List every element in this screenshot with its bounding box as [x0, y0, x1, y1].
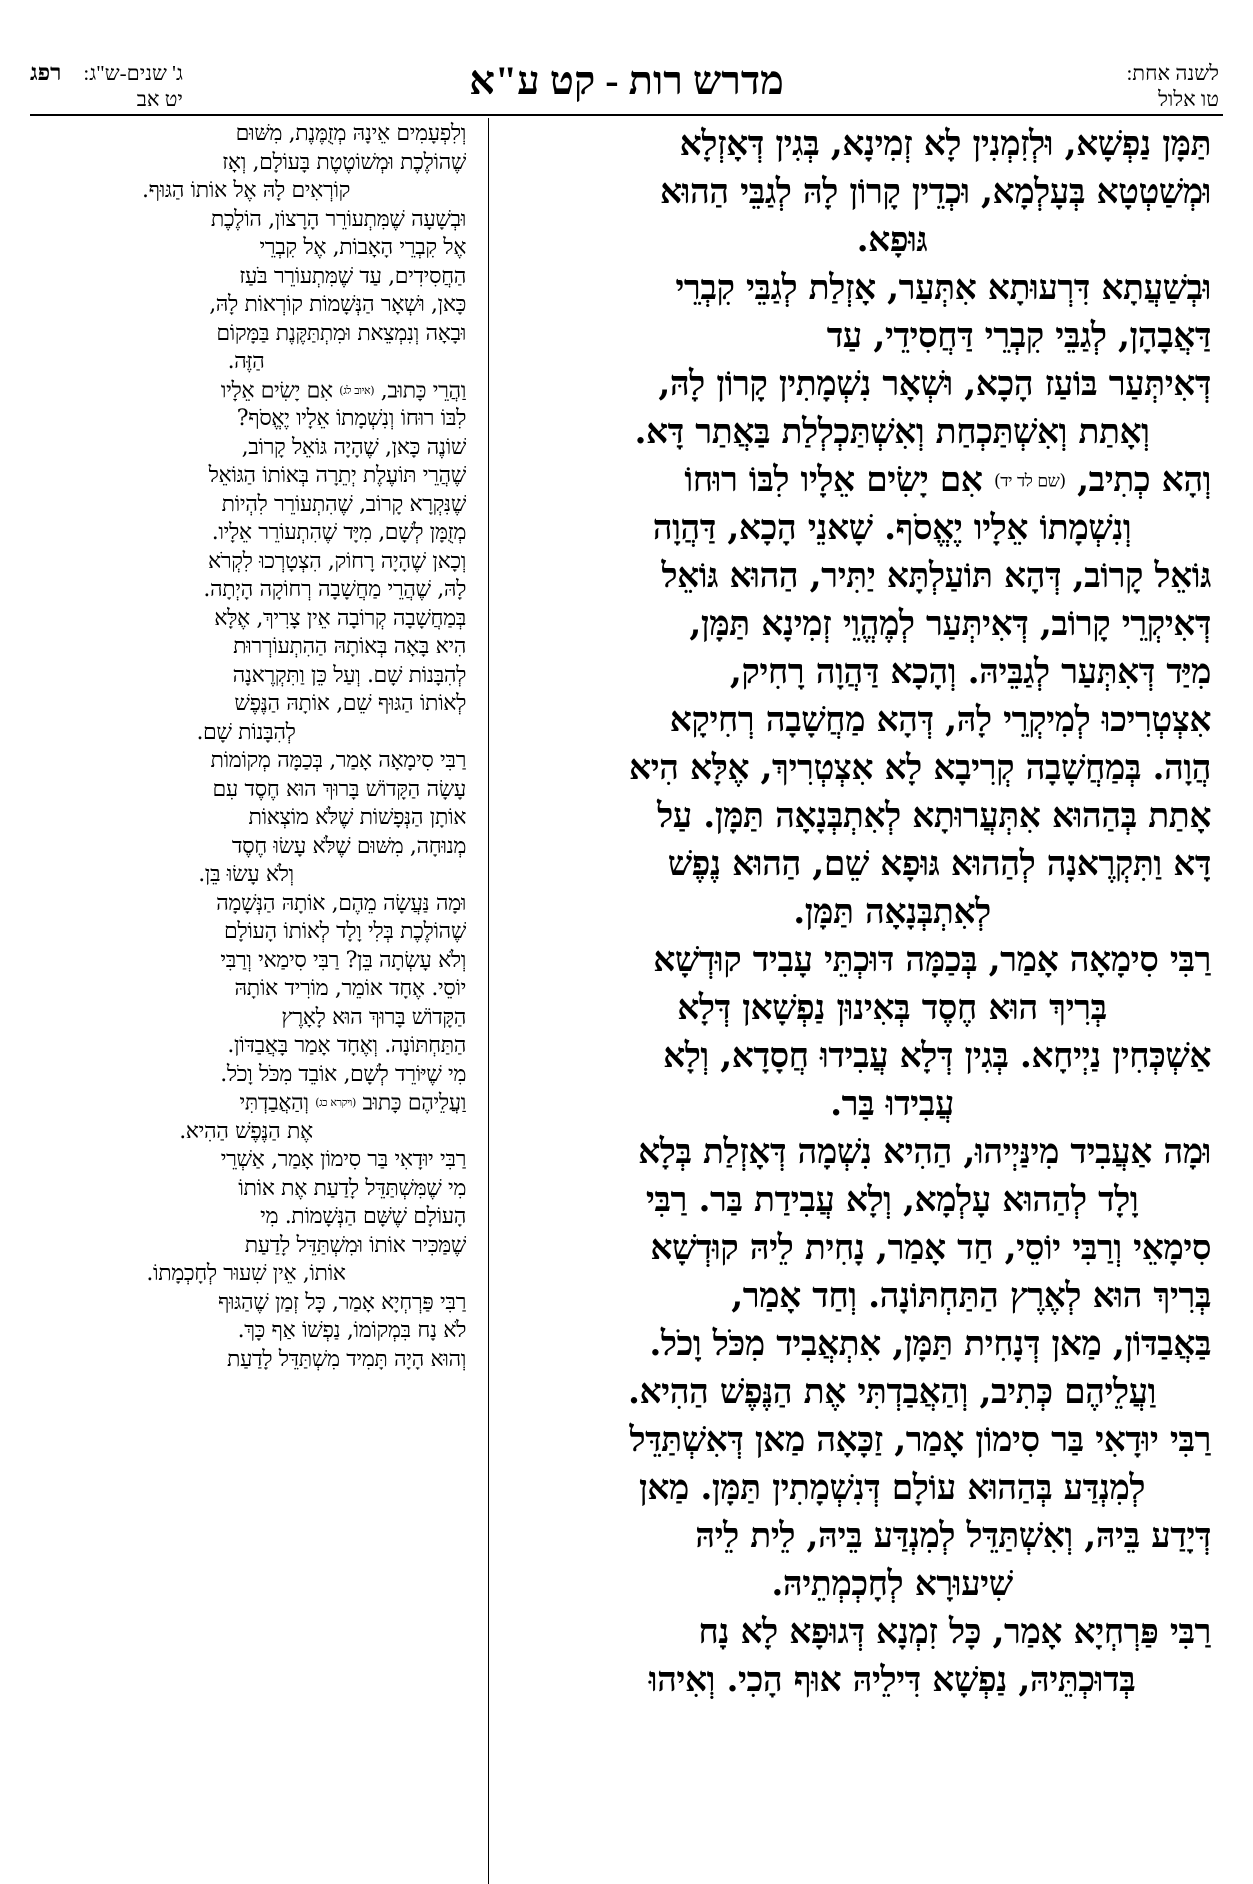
line-text: וְהָא כְתִיב, [1077, 460, 1211, 500]
text-line [573, 840, 1211, 888]
text-line [26, 1089, 466, 1118]
line-text-continued: וְהַאֲבַדְתִּי [239, 1090, 309, 1116]
text-line [26, 1346, 466, 1375]
text-line [26, 377, 466, 406]
text-line [26, 1032, 466, 1061]
study-schedule-three-years [30, 60, 183, 112]
schedule-block [83, 60, 182, 112]
line-text: אָתַת בְּהַהוּא אִתְּעֲרוּתָא לְאִתְבְּנָאָה תַּמָּן. עַל [657, 796, 1211, 836]
line-text: וַהֲרֵי כָּתוּב, [380, 377, 466, 403]
line-text: בְּרִיךְ הוּא לְאֶרֶץ הַתַּחְתּוֹנָה. וְחַד אָמַר, [731, 1276, 1211, 1316]
line-text-continued: אִם יָשִׂים אֵלָיו [220, 377, 333, 403]
line-text: לְהִבָּנוֹת שָׁם. [196, 719, 296, 745]
text-line [573, 120, 1211, 168]
line-text: הִיא בָּאָה בְּאוֹתָהּ הַהִתְעוֹרְרוּת [233, 634, 466, 659]
text-line [573, 936, 1211, 984]
line-text: דַּאֲבָהָן, לְגַבֵּי קִבְרֵי דַּחֲסִידֵי, עַד [826, 316, 1211, 356]
column-divider [488, 118, 489, 1884]
line-text: וַעֲלֵיהֶם כְּתִיב, וְהַאֲבַדְתִּי אֶת הַנֶּפֶשׁ הַהִיא. [627, 1372, 1157, 1412]
text-line [26, 177, 466, 206]
text-line [26, 519, 466, 548]
text-line [573, 168, 1211, 216]
line-text: בְּדוּכְתֵּיהּ, נַפְשָׁא דִּילֵיהּ אוּף הָכִי. וְאִיהוּ [648, 1660, 1136, 1700]
line-text: שֶׁהוֹלֶכֶת בְּלִי וָלָד לְאוֹתוֹ הָעוֹלָם [224, 919, 466, 944]
text-line [573, 744, 1211, 792]
text-line [26, 1004, 466, 1033]
line-text: בְּמַחֲשָׁבָה קְרוֹבָה אֵין צָרִיךְ, אֶלָּא [214, 605, 466, 631]
schedule-label: לשנה אחת: [1126, 61, 1219, 85]
text-line [26, 348, 466, 377]
text-line [26, 1260, 466, 1289]
text-line [26, 491, 466, 520]
text-line [26, 918, 466, 947]
header-divider [30, 114, 1223, 116]
text-line [573, 264, 1211, 312]
text-line [26, 804, 466, 833]
line-text: עָשָׂה הַקָּדוֹשׁ בָּרוּךְ הוּא חֶסֶד עִם [212, 776, 466, 802]
text-line [26, 1118, 466, 1147]
running-header [30, 60, 1223, 112]
text-line [573, 552, 1211, 600]
schedule-label: ג' שנים-ש"ג: [83, 61, 183, 85]
line-text: קוֹרְאִים לָהּ אֶל אוֹתוֹ הַגּוּף. [142, 178, 350, 203]
line-text: רַבִּי יוּדָאִי בַּר סִימוֹן אָמַר, זַכָּאָה מַאן דְּאִשְׁתַּדֵּל [629, 1420, 1211, 1460]
line-text: וּמָה אַעֲבִיד מִינַּיְיהוּ, הַהִיא נִשְׁמָה דְּאָזְלַת בְּלָא [638, 1132, 1211, 1172]
line-text: גּוּפָא. [856, 220, 928, 260]
line-text: יוֹסֵי. אֶחָד אוֹמֵר, מוֹרִיד אוֹתָהּ [234, 976, 466, 1001]
line-text: אִצְטְרִיכוּ לְמִיקְרֵי לָהּ, דְּהָא מַחֲשָׁבָה רְחִיקָא [669, 700, 1211, 740]
line-text: שֶׁנִּקְרָא קָרוֹב, שֶׁהִתְעוֹרֵר לִהְיוֹת [221, 491, 466, 517]
schedule-date: טו אלול [1158, 87, 1219, 111]
text-line [573, 504, 1211, 552]
text-line [26, 462, 466, 491]
translation-column [26, 120, 466, 1374]
text-line [573, 1272, 1211, 1320]
text-line [573, 312, 1211, 360]
text-line [573, 456, 1211, 504]
text-line [573, 1464, 1211, 1512]
line-text-continued: אִם יָשִׂים אֵלָיו לִבּוֹ רוּחוֹ [684, 460, 983, 500]
line-text: שֶׁהֲרֵי תּוֹעֶלֶת יְתֵרָה בְּאוֹתוֹ הַגּוֹאֵל [208, 463, 466, 488]
text-line [26, 776, 466, 805]
text-line [26, 1289, 466, 1318]
text-line [26, 206, 466, 235]
line-text: לְאוֹתוֹ הַגּוּף שֵׁם, אוֹתָהּ הַנֶּפֶשׁ [234, 691, 466, 716]
line-text: אוֹתָן הַנְּפָשׁוֹת שֶׁלֹּא מוֹצְאוֹת [248, 805, 466, 830]
line-text: שֶׁמַּכִּיר אוֹתוֹ וּמִשְׁתַּדֵּל לָדַעַת [244, 1232, 466, 1258]
text-line [26, 405, 466, 434]
line-text: מִי שֶׁמִּשְׁתַּדֵּל לָדַעַת אֶת אוֹתוֹ [238, 1175, 466, 1201]
line-text: תַּמָּן נַפְשָׁא, וּלְזִמְנִין לָא זְמִינָא, בְּגִין דְּאָזְלָא [679, 124, 1211, 164]
text-line [573, 600, 1211, 648]
line-text: רַבִּי סִימָאָה אָמַר, בְּכַמָּה מְקוֹמוֹת [210, 748, 466, 773]
text-line [573, 1512, 1211, 1560]
line-text: מְזֻמָּן לְשָׁם, מִיָּד שֶׁהִתְעוֹרֵר אֵלָיו. [211, 520, 466, 545]
title-wrap [30, 60, 1223, 106]
line-text: וּבְשָׁעָה שֶׁמִּתְעוֹרֵר הָרָצוֹן, הוֹלֶכֶת [210, 206, 466, 232]
line-text: וּמָה נַּעֲשָׂה מֵהֶם, אוֹתָהּ הַנְּשָׁמָה [216, 890, 466, 916]
text-line [573, 1320, 1211, 1368]
line-text: כָּאן, וּשְׁאָר הַנְּשָׁמוֹת קוֹרְאוֹת לָהּ, [209, 292, 466, 317]
line-text: אֶל קִבְרֵי הָאָבוֹת, אֶל קִבְרֵי [259, 235, 466, 260]
line-text: עֲבִידוּ בַּר. [830, 1084, 954, 1124]
text-line [26, 890, 466, 919]
text-line [26, 576, 466, 605]
line-text: וְאָתַת וְאִשְׁתַּכְחַת וְאִשְׁתַּכְלְלַת בַּאֲתַר דָּא. [634, 412, 1150, 452]
line-text: הַחֲסִידִים, עַד שֶׁמִּתְעוֹרֵר בֹּעַז [239, 263, 466, 289]
text-line [573, 696, 1211, 744]
text-line [573, 1416, 1211, 1464]
text-line [26, 1061, 466, 1090]
line-text: רַבִּי פַּרְחְיָא אָמַר, כָּל זְמַן שֶׁהַגּוּף [217, 1289, 466, 1315]
line-text: הָעוֹלָם שֶׁשָּׁם הַנְּשָׁמוֹת. מִי [260, 1204, 466, 1229]
text-line [573, 888, 1211, 936]
text-line [26, 291, 466, 320]
line-text: הַתַּחְתּוֹנָה. וְאֶחָד אָמַר בָּאֲבַדּוֹן. [227, 1033, 466, 1058]
text-line [573, 1560, 1211, 1608]
text-line [26, 320, 466, 349]
text-line [26, 719, 466, 748]
line-text: הַקָּדוֹשׁ בָּרוּךְ הוּא לָאָרֶץ [281, 1004, 466, 1030]
line-text: הַזֶּה. [227, 349, 265, 374]
text-line [26, 633, 466, 662]
line-text: שֶׁהוֹלֶכֶת וּמְשׁוֹטֶטֶת בָּעוֹלָם, וְאָז [222, 149, 466, 175]
line-text: לְמִנְדַּע בְּהַהוּא עוֹלָם דְּנִשְׁמָתִין תַּמָּן. מַאן [638, 1468, 1146, 1508]
line-text: שׁוֹנֶה כָּאן, שֶׁהָיָה גּוֹאֵל קָרוֹב, [241, 434, 466, 460]
page-number: רפג [30, 60, 62, 85]
line-text: גּוֹאֵל קָרוֹב, דְּהָא תּוֹעַלְתָּא יַתִּיר, הַהוּא גּוֹאֵל [661, 556, 1211, 596]
schedule-date: יט אב [136, 87, 183, 111]
line-text: וַעֲלֵיהֶם כָּתוּב [362, 1090, 466, 1116]
text-line [26, 947, 466, 976]
text-line [26, 548, 466, 577]
line-text: בְּרִיךְ הוּא חֶסֶד בְּאִינוּן נַפְשָׁאן דְּלָא [677, 988, 1107, 1028]
line-text: וְלֹא עָשְׂתָה בֵּן? רַבִּי סִימַאי וְרַבִּי [220, 947, 466, 973]
line-text: דְּיָדַע בֵּיהּ, וְאִשְׁתַּדֵּל לְמִנְדַּע בֵּיהּ, לֵית לֵיהּ [695, 1516, 1211, 1556]
line-text: אַשְׁכְּחִין נַיְיחָא. בְּגִין דְּלָא עֲבִידוּ חֲסָדָא, וְלָא [663, 1036, 1211, 1076]
text-line [573, 648, 1211, 696]
line-text: לְאִתְבְּנָאָה תַּמָּן. [793, 892, 991, 932]
line-text: וּבָאָה וְנִמְצֵאת וּמִתְתַּקֶּנֶת בַּמָּקוֹם [216, 320, 466, 346]
text-line [26, 1175, 466, 1204]
line-text: לֹא נָח בִּמְקוֹמוֹ, נַפְשׁוֹ אַף כָּךְ. [237, 1318, 466, 1343]
line-text: דָּא וַתִּקְרֶאנָה לְהַהוּא גּוּפָא שֵׁם, הַהוּא נֶפֶשׁ [667, 844, 1211, 884]
line-text: וּבְשַׁעֲתָא דִּרְעוּתָא אִתְּעַר, אָזְלַת לְגַבֵּי קִבְרֵי [675, 268, 1211, 308]
text-line [26, 1203, 466, 1232]
text-line [573, 984, 1211, 1032]
text-line [26, 690, 466, 719]
line-text: לִבּוֹ רוּחוֹ וְנִשְׁמָתוֹ אֵלָיו יֶאֱסֹף? [236, 406, 466, 431]
line-text: וְנִשְׁמָתוֹ אֵלָיו יֶאֱסֹף. שָׁאנֵי הָכָא, דַּהֲוָה [652, 508, 1132, 548]
text-line [26, 861, 466, 890]
text-line [26, 120, 466, 149]
line-text: וְלִפְעָמִים אֵינָהּ מְזֻמֶּנֶת, מִשּׁוּם [235, 121, 466, 146]
text-line [26, 1232, 466, 1261]
text-line [573, 360, 1211, 408]
line-text: וְהוּא הָיָה תָּמִיד מִשְׁתַּדֵּל לָדַעַת [226, 1346, 466, 1372]
line-text: שִׁיעוּרָא לְחָכְמְתֵיהּ. [771, 1564, 1013, 1604]
line-text: מִי שֶׁיּוֹרֵד לְשָׁם, אוֹבֵד מִכֹּל וָכֹל. [220, 1061, 466, 1087]
line-text: וָלָד לְהַהוּא עָלְמָא, וְלָא עֲבִידַת בַּר. רַבִּי [645, 1180, 1139, 1220]
text-line [26, 662, 466, 691]
line-text: וְכָאן שֶׁהָיָה רָחוֹק, הִצְטָרְכוּ לִקְרֹא [208, 548, 466, 574]
text-line [573, 1608, 1211, 1656]
line-text: רַבִּי סִימָאָה אָמַר, בְּכַמָּה דּוּכְתֵּי עָבִיד קוּדְשָׁא [653, 940, 1211, 980]
line-text: רַבִּי פַּרְחְיָא אָמַר, כָּל זִמְנָא דְּגוּפָא לָא נָח [698, 1612, 1211, 1652]
line-text: הֲוָה. בְּמַחֲשָׁבָה קְרִיבָא לָא אִצְטְרִיךְ, אֶלָּא הִיא [628, 748, 1211, 788]
line-text: מְנוּחָה, מִשּׁוּם שֶׁלֹּא עָשׂוּ חֶסֶד [231, 833, 466, 859]
text-line [26, 149, 466, 178]
line-text: סִימָאֵי וְרַבִּי יוֹסֵי, חַד אָמַר, נָחִית לֵיהּ קוּדְשָׁא [650, 1228, 1211, 1268]
source-reference: (שם לד יד) [993, 471, 1066, 492]
source-reference: (ויקרא כג) [315, 1096, 356, 1109]
text-line [573, 1080, 1211, 1128]
text-line [26, 1146, 466, 1175]
line-text: אוֹתוֹ, אֵין שִׁעוּר לְחָכְמָתוֹ. [146, 1261, 346, 1286]
text-line [573, 1128, 1211, 1176]
line-text: רַבִּי יוּדָאִי בַּר סִימוֹן אָמַר, אַשְׁרֵי [220, 1147, 466, 1172]
text-line [26, 234, 466, 263]
line-text: לְהִבָּנוֹת שָׁם. וְעַל כֵּן וַתִּקְרֶאנָה [232, 662, 466, 688]
line-text: וְלֹא עָשׂוּ בֵּן. [198, 862, 294, 887]
text-line [573, 1656, 1211, 1704]
line-text: אֶת הַנֶּפֶשׁ הַהִיא. [179, 1118, 313, 1144]
text-line [573, 1176, 1211, 1224]
text-line [26, 975, 466, 1004]
text-line [573, 792, 1211, 840]
line-text: דְּאִיקְרֵי קָרוֹב, דְּאִיתְּעַר לְמֶהֱוֵי זְמִינָא תַּמָּן, [689, 604, 1211, 644]
main-text-column [573, 120, 1211, 1704]
text-line [26, 434, 466, 463]
line-text: וּמְשַׁטְטָא בְּעָלְמָא, וּכְדֵין קָרוֹן לָהּ לְגַבֵּי הַהוּא [659, 172, 1211, 212]
source-reference: (איוב לג) [339, 383, 375, 397]
text-line [26, 747, 466, 776]
line-text: לָהּ, שֶׁהֲרֵי מַחֲשָׁבָה רְחוֹקָה הָיְתָה. [203, 577, 466, 602]
text-line [26, 833, 466, 862]
line-text: בַּאֲבַדּוֹן, מַאן דְּנָחִית תַּמָּן, אִתְאֲבִיד מִכֹּל וָכֹל. [649, 1324, 1211, 1364]
line-text: דְּאִיתְּעַר בּוֹעַז הָכָא, וּשְׁאָר נִשְׁמָתִין קָרוֹן לָהּ, [658, 364, 1211, 404]
text-line [573, 1368, 1211, 1416]
text-line [573, 1224, 1211, 1272]
text-line [26, 263, 466, 292]
text-line [26, 1317, 466, 1346]
text-line [26, 605, 466, 634]
text-line [573, 1032, 1211, 1080]
text-line [573, 216, 1211, 264]
page-title: מדרש רות - קט ע"א [469, 58, 784, 103]
text-line [573, 408, 1211, 456]
line-text: מִיַּד דְּאִתְּעַר לְגַבֵּיהּ. וְהָכָא דַּהֲוָה רָחִיק, [729, 652, 1211, 692]
